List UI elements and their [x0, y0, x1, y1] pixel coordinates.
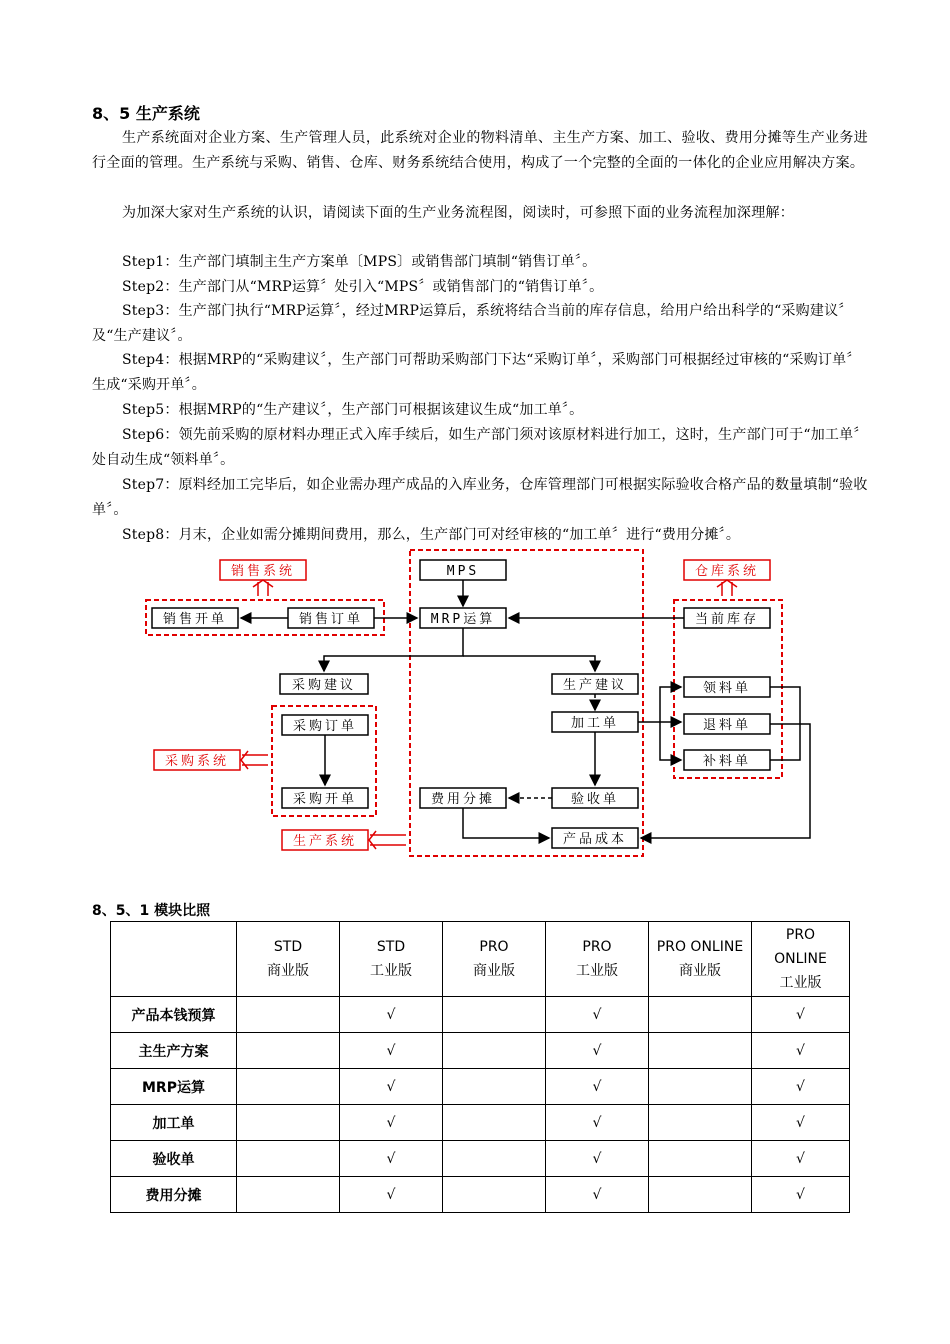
header-std-commercial: STD 商业版: [237, 922, 340, 997]
purchase-order-label: 采购订单: [292, 719, 358, 734]
step-2: Step2：生产部门从“MRP运算〞处引入“MPS〞或销售部门的“销售订单〞。: [122, 279, 604, 295]
table-row: [111, 1033, 850, 1069]
table-cell: √: [752, 1033, 850, 1069]
row-label: 加工单: [111, 1105, 237, 1141]
header-pro-online-commercial: PRO ONLINE 商业版: [649, 922, 752, 997]
table-cell: [443, 1141, 546, 1177]
section-title: 8、5 生产系统: [92, 104, 200, 123]
table-cell: √: [340, 1177, 443, 1213]
table-cell: [649, 1033, 752, 1069]
purchase-system-label: 采购系统: [164, 754, 230, 769]
row-label: 主生产方案: [111, 1033, 237, 1069]
sales-order-label: 销售订单: [298, 612, 364, 627]
purchase-left-arrow-icon: [241, 751, 268, 769]
comparison-title: 8、5、1 模块比照: [92, 903, 211, 919]
table-cell: [237, 1141, 340, 1177]
table-cell: √: [546, 997, 649, 1033]
intro-paragraph-2: 为加深大家对生产系统的认识，请阅读下面的生产业务流程图，阅读时，可参照下面的业务流程加深理解：: [122, 205, 795, 221]
cost-allocation-label: 费用分摊: [430, 792, 496, 807]
table-row: [111, 1105, 850, 1141]
table-cell: √: [546, 1141, 649, 1177]
table-cell: [237, 1105, 340, 1141]
pick-list-label: 领料单: [702, 681, 752, 696]
warehouse-system-label: 仓库系统: [694, 564, 760, 579]
step-4: Step4：根据MRP的“采购建议〞，生产部门可帮助采购部门下达“采购订单〞，采购部门可根据经过审核的“采购订单〞生成“采购开单〞。: [92, 352, 861, 393]
table-cell: [443, 1177, 546, 1213]
sales-system-label: 销售系统: [230, 564, 296, 579]
step-5: Step5：根据MRP的“生产建议〞，生产部门可根据该建议生成“加工单〞。: [122, 402, 584, 418]
production-flow-diagram: [140, 548, 820, 863]
table-cell: [649, 1069, 752, 1105]
header-std-industrial: STD 工业版: [340, 922, 443, 997]
table-row: [111, 1177, 850, 1213]
production-advice-label: 生产建议: [562, 678, 628, 693]
production-system-label: 生产系统: [292, 834, 358, 849]
row-label: 费用分摊: [111, 1177, 237, 1213]
table-cell: √: [752, 1105, 850, 1141]
acceptance-label: 验收单: [570, 792, 620, 807]
table-cell: [443, 1069, 546, 1105]
header-pro-commercial: PRO 商业版: [443, 922, 546, 997]
intro-paragraph-1: 生产系统面对企业方案、生产管理人员，此系统对企业的物料清单、主生产方案、加工、验收、费用分摊等生产业务进行全面的管理。生产系统与采购、销售、仓库、财务系统结合使用，构成了一个完整的全面的一体化的企业应用解决方案。: [92, 130, 868, 171]
table-cell: √: [752, 997, 850, 1033]
step-8: Step8：月末，企业如需分摊期间费用，那么，生产部门可对经审核的“加工单〞进行“费用分摊〞。: [122, 527, 741, 543]
table-row: [111, 997, 850, 1033]
current-stock-label: 当前库存: [694, 612, 760, 627]
table-row: [111, 1069, 850, 1105]
product-cost-label: 产品成本: [562, 832, 628, 847]
table-corner-cell: [111, 922, 237, 997]
row-label: 验收单: [111, 1141, 237, 1177]
table-cell: √: [752, 1177, 850, 1213]
table-cell: [443, 1105, 546, 1141]
mps-label: MPS: [446, 564, 480, 579]
table-cell: [649, 1105, 752, 1141]
work-order-label: 加工单: [570, 716, 620, 731]
table-cell: [237, 997, 340, 1033]
purchase-advice-label: 采购建议: [291, 678, 357, 693]
step-6: Step6：领先前采购的原材料办理正式入库手续后，如生产部门须对该原材料进行加工，这时，生产部门可于“加工单〞处自动生成“领料单〞。: [92, 427, 868, 468]
row-label: MRP运算: [111, 1069, 237, 1105]
sales-up-arrow-icon: [253, 580, 273, 596]
table-cell: √: [340, 1069, 443, 1105]
step-1: Step1：生产部门填制主生产方案单〔MPS〕或销售部门填制“销售订单〞。: [122, 254, 597, 270]
table-cell: [649, 1141, 752, 1177]
supplement-list-label: 补料单: [702, 754, 752, 769]
table-cell: [237, 1177, 340, 1213]
production-left-arrow-icon: [369, 831, 406, 849]
return-list-label: 退料单: [702, 718, 752, 733]
table-cell: √: [752, 1141, 850, 1177]
table-cell: [237, 1069, 340, 1105]
table-cell: [649, 1177, 752, 1213]
table-cell: √: [340, 1141, 443, 1177]
table-header-row: [111, 922, 850, 997]
table-row: [111, 1141, 850, 1177]
table-cell: [443, 1033, 546, 1069]
table-cell: √: [340, 1105, 443, 1141]
module-comparison-table: [110, 921, 850, 1213]
table-cell: √: [546, 1177, 649, 1213]
row-label: 产品本钱预算: [111, 997, 237, 1033]
sales-invoice-label: 销售开单: [162, 612, 228, 627]
table-cell: [649, 997, 752, 1033]
warehouse-up-arrow-icon: [717, 580, 737, 596]
table-cell: [443, 997, 546, 1033]
step-7: Step7：原料经加工完毕后，如企业需办理产成品的入库业务，仓库管理部门可根据实际验收合格产品的数量填制“验收单〞。: [92, 477, 868, 518]
table-cell: √: [546, 1105, 649, 1141]
table-cell: √: [546, 1069, 649, 1105]
purchase-invoice-label: 采购开单: [292, 792, 358, 807]
table-cell: √: [752, 1069, 850, 1105]
step-3: Step3：生产部门执行“MRP运算〞，经过MRP运算后，系统将结合当前的库存信息，给用户给出科学的“采购建议〞及“生产建议〞。: [92, 303, 853, 344]
table-cell: [237, 1033, 340, 1069]
mrp-label: MRP运算: [430, 612, 496, 627]
header-pro-online-industrial: PRO ONLINE 工业版: [752, 922, 850, 997]
table-cell: √: [546, 1033, 649, 1069]
table-cell: √: [340, 997, 443, 1033]
header-pro-industrial: PRO 工业版: [546, 922, 649, 997]
table-cell: √: [340, 1033, 443, 1069]
production-system-region: [410, 550, 643, 856]
